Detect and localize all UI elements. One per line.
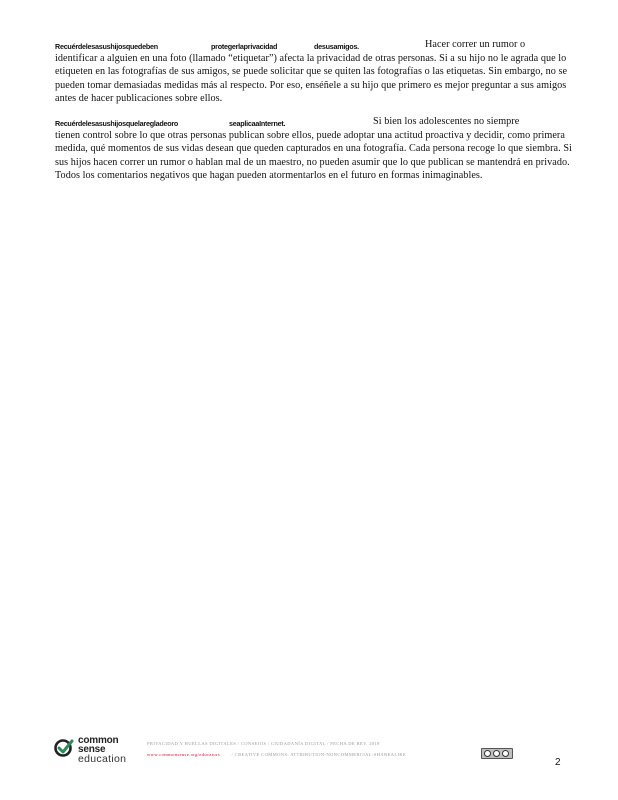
logo-word-common: common xyxy=(78,735,119,746)
paragraph-body: tienen control sobre lo que otras personas publican sobre ellos, puede adoptar una actitud proactiva y decidir, como primera medida, qué momentos de sus vidas desean que queden capturados en una fotografía. Cada persona recoge lo que siembra. Si sus hijos hacen correr un rumor o hablan mal de un maestro, no pueden asumir que lo que publican se mantendrá en privado. Todos los comentarios negativos que hagan pueden atormentarlos en el futuro en formas inimaginables. xyxy=(55,129,572,182)
paragraph-lead-row xyxy=(55,38,577,52)
footer-license-line xyxy=(147,752,406,757)
logo-word-education: education xyxy=(78,753,127,765)
footer-document-info: PRIVACIDAD Y HUELLAS DIGITALES / CONSEJOS / CIUDADANÍA DIGITAL / FECHA DE REV. 2018 xyxy=(147,741,380,746)
heading-fragment: seaplicaaInternet. xyxy=(229,119,286,128)
footer-website-link[interactable]: www.commonsense.org/educators xyxy=(147,752,221,757)
paragraph-friends-privacy xyxy=(55,38,577,106)
check-circle-icon xyxy=(54,738,74,758)
heading-fragment: Recuérdelesasushijosquelaregladeoro xyxy=(55,119,179,128)
footer-license-text: / CREATIVE COMMONS: ATTRIBUTION-NONCOMMERCIAL-SHAREALIKE xyxy=(231,752,407,757)
heading-fragment: desusamigos. xyxy=(314,42,359,51)
page-number: 2 xyxy=(555,757,561,768)
logo-word-sense: sense xyxy=(78,744,106,755)
paragraph-golden-rule xyxy=(55,115,577,183)
heading-fragment: protegerlaprivacidad xyxy=(211,42,278,51)
paragraph-body: identificar a alguien en una foto (llamado “etiquetar”) afecta la privacidad de otras personas. Si a su hijo no le agrada que lo etiqueten en las fotografías de sus amigos, se puede solicitar que se quiten las fotografías o las etiquetas. Sin embargo, no se pueden tomar demasiadas medidas más al respecto. Por eso, enséñele a su hijo que primero es mejor preguntar a sus amigos antes de hacer publicaciones sobre ellos. xyxy=(55,52,568,105)
paragraph-lead-text: Si bien los adolescentes no siempre xyxy=(373,116,520,127)
paragraph-lead-row xyxy=(55,115,577,129)
common-sense-education-logo xyxy=(54,736,132,770)
creative-commons-by-nc-sa-icon xyxy=(481,748,513,759)
heading-fragment: Recuérdelesasushijosquedeben xyxy=(55,42,158,51)
paragraph-lead-text: Hacer correr un rumor o xyxy=(425,39,526,50)
